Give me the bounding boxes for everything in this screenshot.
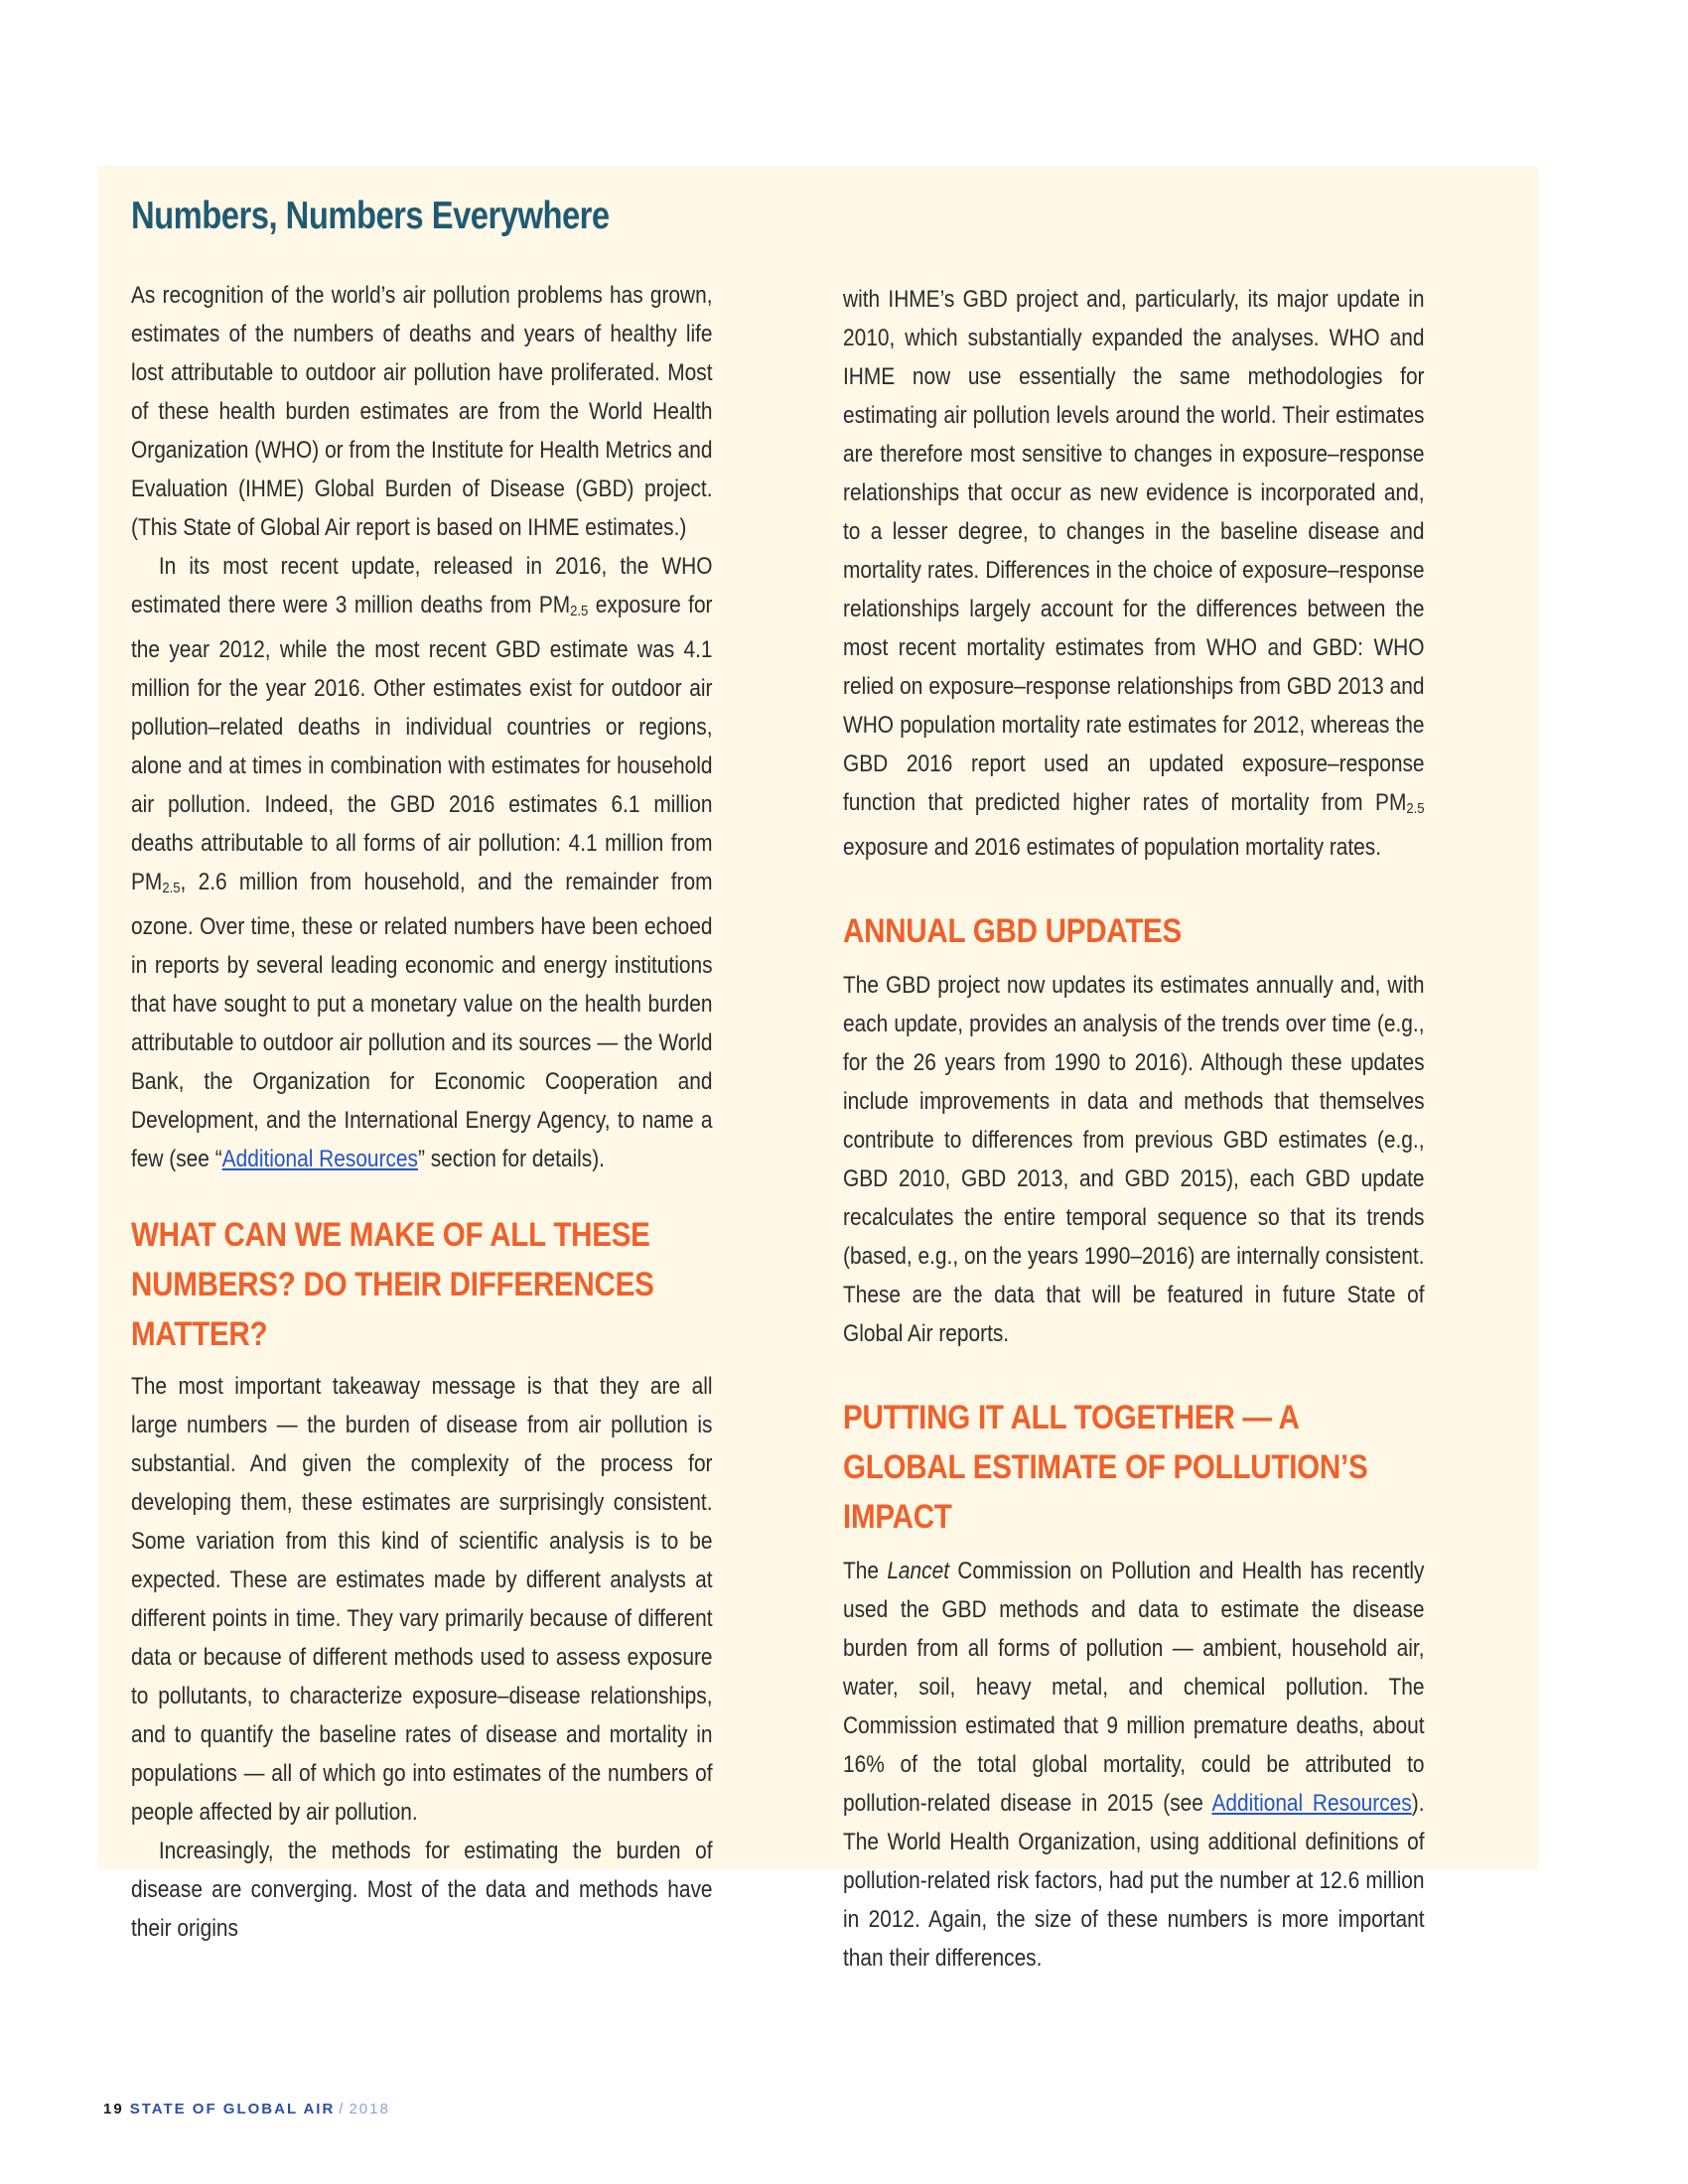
additional-resources-link-2[interactable]: Additional Resources — [1211, 1790, 1412, 1817]
right-column — [843, 280, 1425, 1978]
paragraph-converging: Increasingly, the methods for estimating the burden of disease are converging. Most of the data and methods have their origins — [131, 1838, 713, 1942]
paragraph-ihme-origins: with IHME’s GBD project and, particularly, its major update in 2010, which substantially expanded the analyses. WHO and IHME now use essentially the same methodologies for estimating air pollution levels around the world. Their estimates are therefore most sensitive to changes in exposure–response relationships that occur as new evidence is incorporated and, to a lesser degree, to changes in the baseline disease and mortality rates. Differences in the choice of exposure–response relationships largely account for the differences between the most recent mortality estimates from WHO and GBD: WHO relied on exposure–response relationships from GBD 2013 and WHO population mortality rate estimates for 2012, whereas the GBD 2016 report used an updated exposure–response function that predicted higher rates of mortality from $PM_{2.5}$ exposure and 2016 estimates of population mortality rates. — [843, 286, 1425, 861]
paragraph-takeaway: The most important takeaway message is that they are all large numbers — the burden of disease from air pollution is substantial. And given the complexity of the process for developing them, these estimates are surprisingly consistent. Some variation from this kind of scientific analysis is to be expected. These are estimates made by different analysts at different points in time. They vary primarily because of different data or because of different methods used to assess exposure to pollutants, to characterize exposure–disease relationships, and to quantify the baseline rates of disease and mortality in populations — all of which go into estimates of the numbers of people affected by air pollution. — [131, 1373, 713, 1826]
heading-putting-it-together: PUTTING IT ALL TOGETHER — A GLOBAL ESTIMATE OF POLLUTION’S IMPACT — [843, 1399, 1368, 1536]
paragraph-intro: As recognition of the world’s air pollution problems has grown, estimates of the numbers of deaths and years of healthy life lost attributable to outdoor air pollution have proliferated. Most of these health burden estimates are from the World Health Organization (WHO) or from the Institute for Health Metrics and Evaluation (IHME) Global Burden of Disease (GBD) project. (This State of Global Air report is based on IHME estimates.) — [131, 282, 713, 541]
footer-separator: / — [339, 2101, 346, 2117]
heading-annual-gbd-updates: ANNUAL GBD UPDATES — [843, 912, 1182, 950]
paragraph-estimates: In its most recent update, released in 2016, the WHO estimated there were 3 million deaths from $PM_{2.5}$ exposure for the year 2012, while the most recent GBD estimate was 4.1 million for the year 2016. Other estimates exist for outdoor air pollution–related deaths in individual countries or regions, alone and at times in combination with estimates for household air pollution. Indeed, the GBD 2016 estimates 6.1 million deaths attributable to all forms of air pollution: 4.1 million from $PM_{2.5}$, 2.6 million from household, and the remainder from ozone. Over time, these or related numbers have been echoed in reports by several leading economic and energy institutions that have sought to put a monetary value on the health burden attributable to outdoor air pollution and its sources — the World Bank, the Organization for Economic Cooperation and Development, and the International Energy Agency, to name a few (see “Additional Resources” section for details). — [131, 553, 713, 1172]
heading-what-can-we-make: WHAT CAN WE MAKE OF ALL THESE NUMBERS? DO THEIR DIFFERENCES MATTER? — [131, 1216, 654, 1353]
page-number: 19 — [103, 2101, 124, 2117]
left-column — [131, 276, 713, 1948]
sidebar-title: Numbers, Numbers Everywhere — [131, 195, 610, 237]
publication-name: STATE OF GLOBAL AIR — [129, 2101, 336, 2117]
paragraph-lancet-commission: The Lancet Commission on Pollution and Health has recently used the GBD methods and data to estimate the disease burden from all forms of pollution — ambient, household air, water, soil, heavy metal, and chemical pollution. The Commission estimated that 9 million premature deaths, about 16% of the total global mortality, could be attributed to pollution-related disease in 2015 (see Additional Resources). The World Health Organization, using additional definitions of pollution-related risk factors, had put the number at 12.6 million in 2012. Again, the size of these numbers is more important than their differences. — [843, 1558, 1425, 1972]
page-footer — [103, 2101, 390, 2117]
additional-resources-link[interactable]: Additional Resources — [221, 1146, 418, 1172]
paragraph-annual-updates: The GBD project now updates its estimates annually and, with each update, provides an analysis of the trends over time (e.g., for the 26 years from 1990 to 2016). Although these updates include improvements in data and methods that themselves contribute to differences from previous GBD estimates (e.g., GBD 2010, GBD 2013, and GBD 2015), each GBD update recalculates the entire temporal sequence so that its trends (based, e.g., on the years 1990–2016) are internally consistent. These are the data that will be featured in future State of Global Air reports. — [843, 972, 1425, 1347]
publication-year: 2018 — [349, 2101, 390, 2117]
